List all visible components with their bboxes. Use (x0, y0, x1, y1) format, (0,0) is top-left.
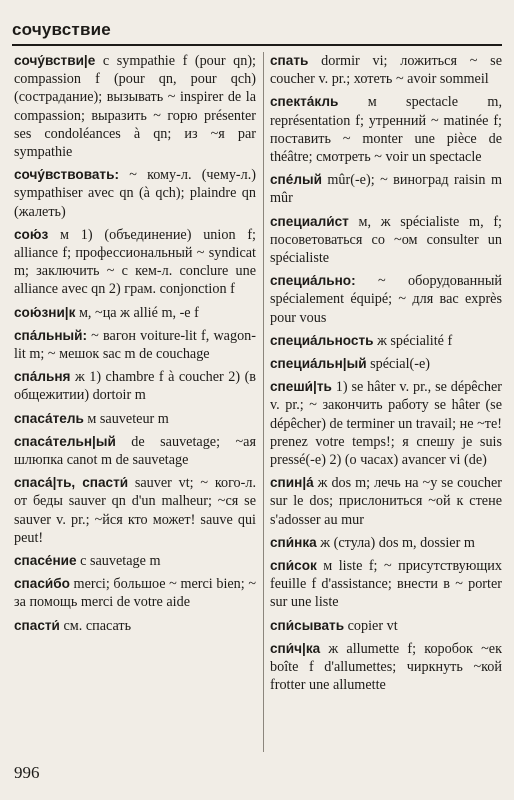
dictionary-entry (14, 410, 256, 428)
entry-definition: м, ~ца ж allié m, -e f (75, 304, 199, 321)
running-head: сочувствие (12, 20, 111, 39)
entry-definition: с sympathie f (pour qn); compassion f (pour qn, pour qch) (сострадание); вызывать ~ inspirer de la compassion; выразить ~ горю présenter ses condoléances à qn; из ~я par sympathie (14, 53, 256, 161)
dictionary-entry (14, 617, 256, 635)
left-column (14, 52, 256, 640)
entry-headword: спи́сок (270, 558, 317, 574)
dictionary-entry (14, 166, 256, 221)
entry-definition: м, ж spécialiste m, f; посоветоваться со ~ом consulter un spécialiste (270, 213, 502, 267)
entry-definition: merci; большое ~ merci bien; ~ за помощь merci de votre aide (14, 576, 256, 611)
entry-definition: mûr(-e); ~ виноград raisin m mûr (270, 172, 502, 207)
entry-headword: специа́льн|ый (270, 356, 367, 372)
header-rule (12, 44, 502, 46)
entry-headword: спи́ч|ка (270, 640, 321, 656)
entry-definition: spécial(-e) (366, 356, 430, 373)
dictionary-entry (14, 474, 256, 547)
entry-headword: спа́льня (14, 369, 71, 385)
dictionary-entry (14, 304, 256, 322)
entry-headword: спаса́|ть, спасти́ (14, 475, 129, 491)
entry-headword: спаса́тельн|ый (14, 433, 116, 449)
entry-headword: спин|а́ (270, 475, 314, 491)
entry-headword: специа́льность (270, 332, 374, 348)
dictionary-entry (270, 378, 502, 469)
entry-headword: спа́льный: (14, 327, 88, 343)
entry-definition: ж spécialité f (373, 332, 453, 349)
dictionary-entry (14, 368, 256, 404)
entry-headword: сою́з (14, 226, 49, 242)
dictionary-entry (14, 552, 256, 570)
entry-definition: м spectacle m, représentation f; утренний ~ matinée f; поставить ~ monter une pièce de théâtre; смотреть ~ voir un spectacle (270, 94, 502, 166)
entry-definition: ж (стула) dos m, dossier m (316, 534, 475, 551)
entry-headword: специали́ст (270, 213, 349, 229)
right-column (270, 52, 502, 700)
entry-definition: 1) se hâter v. pr., se dépêcher v. pr.; ~ закончить работу se hâter (se dépêcher) de terminer un travail; не ~те! prenez votre temps!; я спешу je suis pressé(-e) 2) (о часах) avancer vi (de) (270, 379, 502, 469)
entry-definition: ж allumette f; коробок ~ек boîte f d'allumettes; чиркнуть ~кой frotter une allumette (270, 640, 502, 694)
entry-headword: спи́нка (270, 534, 317, 550)
entry-definition: copier vt (344, 617, 398, 634)
dictionary-entry (14, 52, 256, 161)
dictionary-entry (270, 171, 502, 207)
entry-definition: с sauvetage m (76, 553, 161, 570)
dictionary-entry (270, 534, 502, 552)
dictionary-entry (14, 327, 256, 363)
entry-definition: м 1) (объединение) union f; alliance f; профессиональный ~ syndicat m; заключить ~ с кем-л. conclure une alliance avec qn 2) грам. conjonction f (14, 226, 256, 298)
dictionary-entry (14, 226, 256, 299)
dictionary-entry (270, 52, 502, 88)
dictionary-entry (270, 93, 502, 166)
column-divider (263, 52, 264, 752)
entry-definition: см. спасать (59, 617, 132, 634)
dictionary-entry (14, 433, 256, 469)
entry-headword: специа́льно: (270, 273, 356, 289)
entry-definition: ж 1) chambre f à coucher 2) (в общежитии) dortoir m (14, 369, 256, 404)
entry-headword: спаси́бо (14, 576, 70, 592)
dictionary-entry (270, 617, 502, 635)
entry-headword: сою́зни|к (14, 304, 76, 320)
entry-definition: sauver vt; ~ кого-л. от беды sauver qn d'un malheur; ~ся se sauver v. pr.; ~йся кто может! sauve qui peut! (14, 475, 256, 546)
dictionary-entry (270, 332, 502, 350)
entry-definition: м liste f; ~ присутствующих feuille f d'assistance; внести в ~ porter sur une liste (270, 558, 502, 611)
dictionary-entry (270, 640, 502, 695)
entry-headword: спаса́тель (14, 410, 84, 426)
entry-definition: ~ кому-л. (чему-л.) sympathiser avec qn (à qch); plaindre qn (жалеть) (14, 167, 256, 220)
entry-headword: спекта́кль (270, 94, 339, 110)
entry-headword: спе́лый (270, 172, 322, 188)
page-number: 996 (14, 763, 40, 782)
dictionary-entry (270, 474, 502, 529)
dictionary-entry (270, 272, 502, 327)
entry-headword: спасе́ние (14, 553, 77, 569)
dictionary-entry (270, 213, 502, 268)
entry-definition: ~ оборудованный spécialement équipé; ~ для вас exprès pour vous (270, 273, 502, 326)
entry-headword: сочу́встви|е (14, 53, 96, 68)
entry-headword: спасти́ (14, 617, 60, 633)
dictionary-entry (14, 575, 256, 611)
dictionary-entry (270, 355, 502, 373)
entry-definition: dormir vi; ложиться ~ se coucher v. pr.; хотеть ~ avoir sommeil (270, 53, 502, 88)
entry-definition: ж dos m; лечь на ~у se coucher sur le dos; прислониться ~ой к стене s'adosser au mur (270, 475, 502, 528)
entry-headword: спеши́|ть (270, 379, 332, 395)
entry-definition: ~ вагон voiture-lit f, wagon-lit m; ~ мешок sac m de couchage (14, 327, 256, 363)
entry-definition: de sauvetage; ~ая шлюпка canot m de sauvetage (14, 433, 256, 469)
dictionary-entry (270, 557, 502, 612)
entry-definition: м sauveteur m (83, 410, 169, 427)
entry-headword: спи́сывать (270, 617, 345, 633)
entry-headword: сочу́вствовать: (14, 167, 119, 183)
entry-headword: спать (270, 53, 309, 68)
